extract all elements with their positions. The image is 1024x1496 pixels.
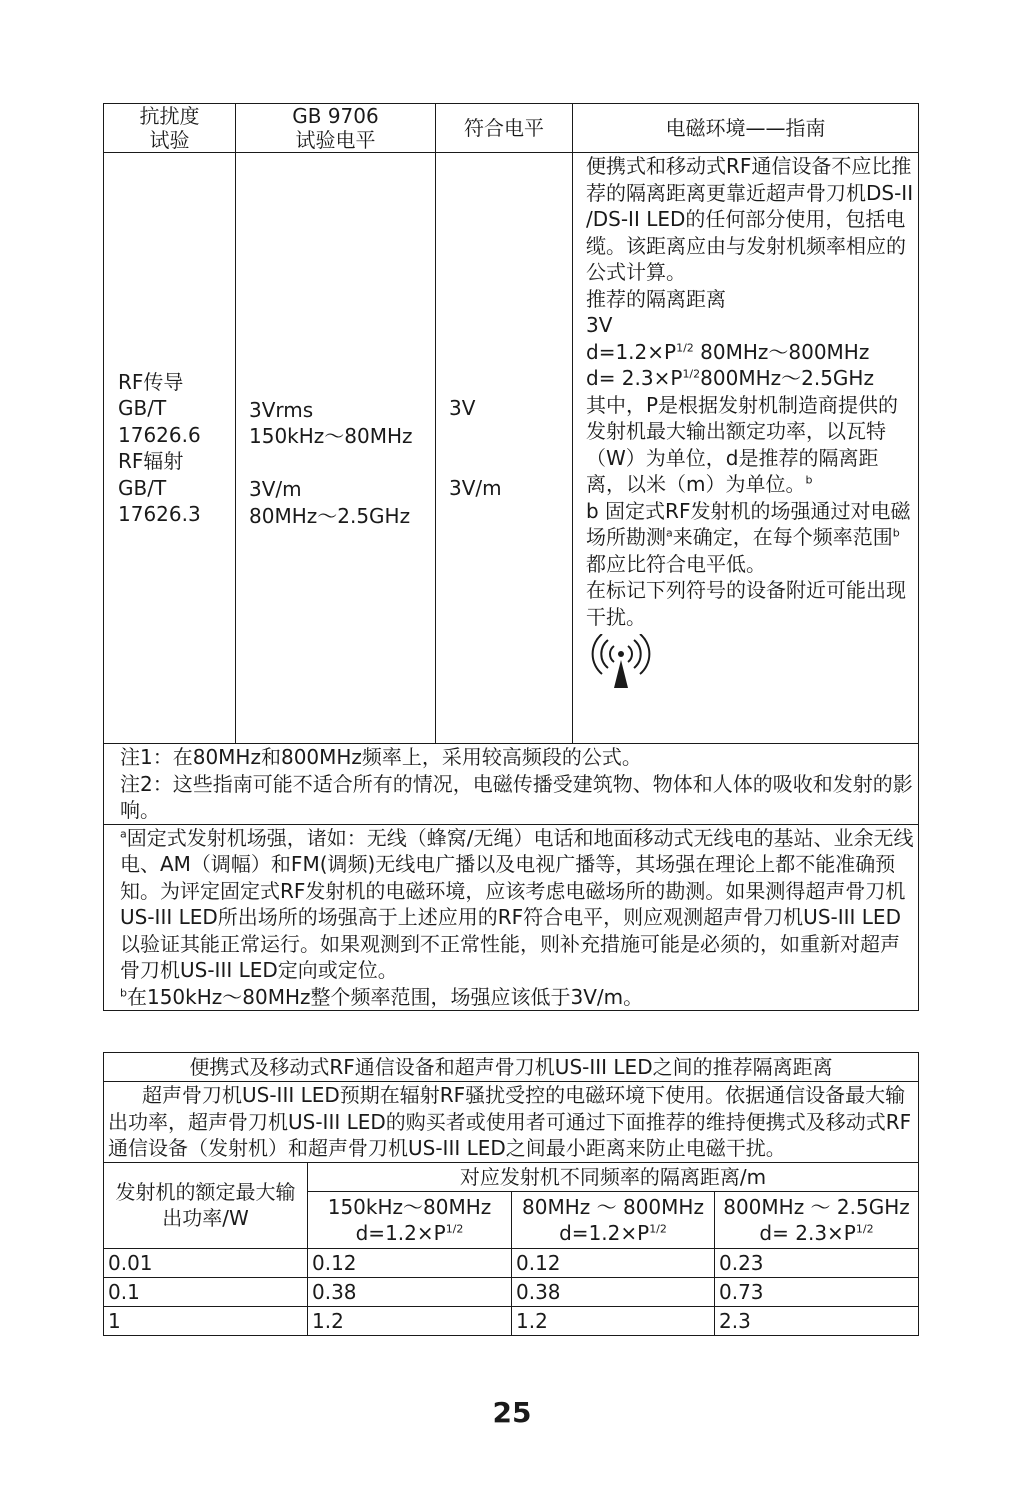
non-ionizing-radiation-icon (586, 634, 656, 688)
header-rated-power: 发射机的额定最大输出功率/W (104, 1162, 308, 1248)
distance-value: 1.2 (512, 1306, 715, 1335)
table-row (104, 1248, 919, 1277)
header-band-3: 800MHz ～ 2.5GHz $d= 2.3\times P^{1/2}$ (715, 1191, 919, 1248)
guidance-cell: 便携式和移动式RF通信设备不应比推荐的隔离距离更靠近超声骨刀机DS-II /DS-II LED的任何部分使用，包括电缆。该距离应由与发射机频率相应的公式计算。 推荐的隔离距离 3V $d=1.2\times P^{1/2}$ 80MHz～800MHz $d= 2.3\times P^{1/2}800MHz\sim 2.5GHz$ 其中，P是根据发射机制造商提供的发射机最大输出额定功率，以瓦特（W）为单位，d是推荐的隔离距离，以米（m）为单位。$^b$ b 固定式RF发射机的场强通过对电磁场所勘测$^a$来确定，在每个频率范围$^b$都应比符合电平低。 在标记下列符号的设备附近可能出现干扰。 (573, 153, 919, 744)
header-guidance: 电磁环境——指南 (573, 104, 919, 153)
distance-value: 0.12 (308, 1248, 512, 1277)
distance-value: 0.73 (715, 1277, 919, 1306)
table-row (104, 153, 919, 744)
power-value: 0.1 (104, 1277, 308, 1306)
compliance-level-cell: 3V 3V/m (436, 153, 573, 744)
page-number: 25 (492, 1396, 532, 1429)
header-immunity-test: 抗扰度 试验 (104, 104, 236, 153)
header-band-2: 80MHz ～ 800MHz $d=1.2\times P^{1/2}$ (512, 1191, 715, 1248)
table-header-row (104, 104, 919, 153)
table-row (104, 1306, 919, 1335)
table-intro-row (104, 1082, 919, 1163)
notes-cell: 注1：在80MHz和800MHz频率上，采用较高频段的公式。 注2：这些指南可能不适合所有的情况，电磁传播受建筑物、物体和人体的吸收和发射的影响。 (104, 744, 919, 825)
power-value: 0.01 (104, 1248, 308, 1277)
table-intro: 超声骨刀机US-III LED预期在辐射RF骚扰受控的电磁环境下使用。依据通信设备最大输出功率，超声骨刀机US-III LED的购买者或使用者可通过下面推荐的维持便携式及移动式RF通信设备（发射机）和超声骨刀机US-III LED之间最小距离来防止电磁干扰。 (104, 1082, 919, 1163)
header-band-1: 150kHz～80MHz $d=1.2\times P^{1/2}$ (308, 1191, 512, 1248)
distance-value: 2.3 (715, 1306, 919, 1335)
distance-value: 0.38 (512, 1277, 715, 1306)
footnotes-cell: $^a$固定式发射机场强，诸如：无线（蜂窝/无绳）电话和地面移动式无线电的基站、业余无线电、AM（调幅）和FM(调频)无线电广播以及电视广播等，其场强在理论上都不能准确预知。为评定固定式RF发射机的电磁环境，应该考虑电磁场所的勘测。如果测得超声骨刀机US-III LED所出场所的场强高于上述应用的RF符合电平，则应观测超声骨刀机US-III LED以验证其能正常运行。如果观测到不正常性能，则补充措施可能是必须的，如重新对超声骨刀机US-III LED定向或定位。 $^b$在150kHz～80MHz整个频率范围，场强应该低于3V/m。 (104, 824, 919, 1011)
table-title-row (104, 1053, 919, 1082)
header-test-level: GB 9706 试验电平 (236, 104, 436, 153)
header-distance-group: 对应发射机不同频率的隔离距离/m (308, 1162, 919, 1191)
power-value: 1 (104, 1306, 308, 1335)
table-footnotes-row (104, 824, 919, 1011)
distance-value: 0.23 (715, 1248, 919, 1277)
distance-value: 0.38 (308, 1277, 512, 1306)
header-compliance-level: 符合电平 (436, 104, 573, 153)
test-name-cell: RF传导 GB/T 17626.6 RF辐射 GB/T 17626.3 (104, 153, 236, 744)
distance-value: 1.2 (308, 1306, 512, 1335)
test-level-cell: 3Vrms 150kHz～80MHz 3V/m 80MHz～2.5GHz (236, 153, 436, 744)
table-row (104, 1277, 919, 1306)
table-notes-row (104, 744, 919, 825)
immunity-test-table (103, 103, 919, 1011)
table-title: 便携式及移动式RF通信设备和超声骨刀机US-III LED之间的推荐隔离距离 (104, 1053, 919, 1082)
distance-value: 0.12 (512, 1248, 715, 1277)
separation-distance-table (103, 1052, 919, 1336)
table-header-row (104, 1162, 919, 1191)
